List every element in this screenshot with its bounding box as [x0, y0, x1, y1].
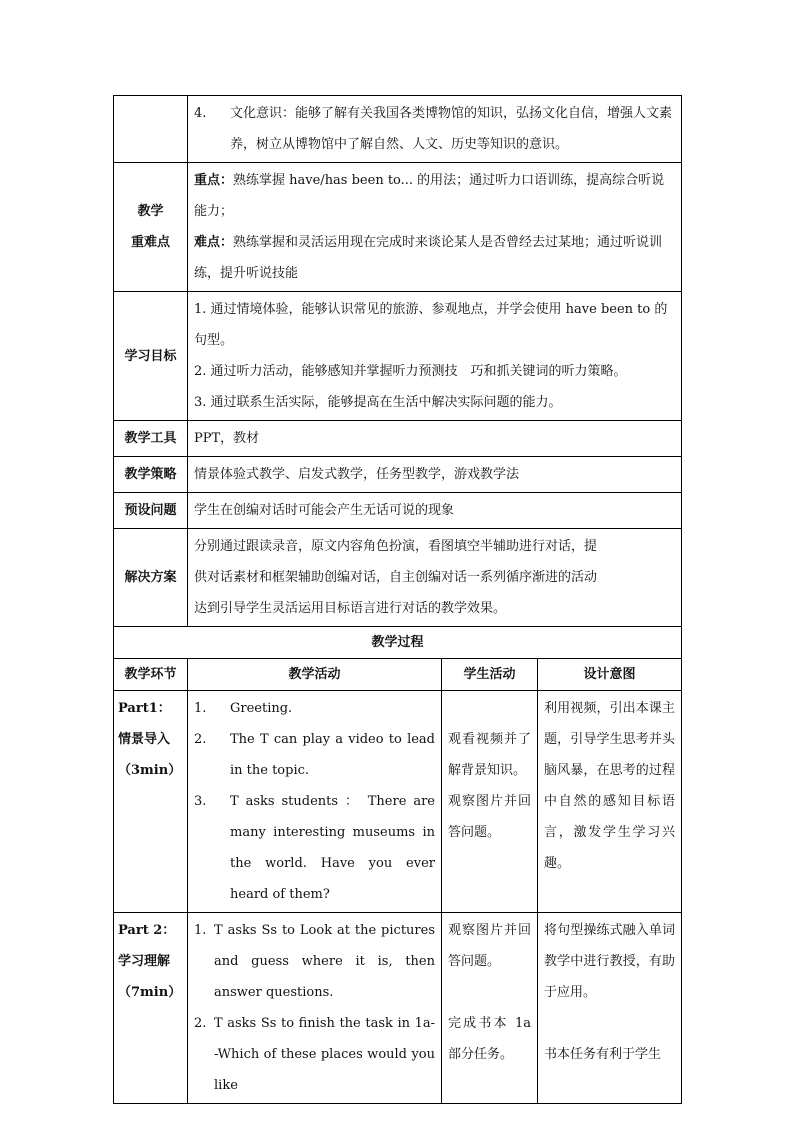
key-point-text: 熟练掌握 have/has been to... 的用法；通过听力口语训练，提高综合听说能力；	[194, 173, 665, 219]
objectives-label: 学习目标	[114, 292, 188, 421]
solution-label: 解决方案	[114, 529, 188, 627]
objective-item: 1. 通过情境体验，能够认识常见的旅游、参观地点，并学会使用 have been to 的句型。	[194, 302, 668, 348]
part1-intent: 利用视频，引出本课主题，引导学生思考并头脑风暴，在思考的过程中自然的感知目标语言，激发学生学习兴趣。	[538, 691, 682, 913]
problem-row	[114, 493, 682, 529]
problem-value: 学生在创编对话时可能会产生无话可说的现象	[188, 493, 682, 529]
part2-row	[114, 913, 682, 1104]
student-activity: 观察图片并回答问题。	[448, 794, 531, 840]
part1-student-cell	[442, 691, 538, 913]
process-title: 教学过程	[114, 627, 682, 659]
strategy-value: 情景体验式教学、启发式教学，任务型教学，游戏教学法	[188, 457, 682, 493]
header-student: 学生活动	[442, 659, 538, 691]
activity-text: T asks students ： There are many interesting museums in the world. Have you ever heard of them?	[230, 794, 435, 902]
key-points-cell	[188, 163, 682, 292]
empty-label-cell	[114, 96, 188, 163]
solution-row	[114, 529, 682, 627]
difficult-point-text: 熟练掌握和灵活运用现在完成时来谈论某人是否曾经去过某地；通过听说训练，提升听说技能	[194, 235, 663, 281]
culture-text: 文化意识：能够了解有关我国各类博物馆的知识，弘扬文化自信，增强人文素养，树立从博物馆中了解自然、人文、历史等知识的意识。	[230, 106, 673, 152]
part1-stage-cell	[114, 691, 188, 913]
part2-intent: 将句型操练式融入单词教学中进行教授，有助于应用。	[544, 923, 676, 1000]
solution-line: 分别通过跟读录音，原文内容角色扮演，看图填空半辅助进行对话，提	[194, 539, 598, 554]
difficult-point-label: 难点：	[194, 235, 234, 250]
culture-cell	[188, 96, 682, 163]
activity-text: The T can play a video to lead in the topic.	[230, 732, 435, 778]
activity-item	[194, 915, 435, 1008]
activity-text: T asks Ss to Look at the pictures and guess where it is, then answer questions.	[214, 923, 435, 1000]
part2-time: （7min）	[118, 985, 182, 1000]
solution-line: 达到引导学生灵活运用目标语言进行对话的教学效果。	[194, 601, 507, 616]
activity-text: T asks Ss to finish the task in 1a--Which of these places would you like	[214, 1016, 435, 1093]
solution-cell	[188, 529, 682, 627]
tools-value: PPT，教材	[188, 421, 682, 457]
part2-stage-cell	[114, 913, 188, 1104]
part2-activities-cell	[188, 913, 442, 1104]
process-title-row	[114, 627, 682, 659]
key-point-label: 重点：	[194, 173, 234, 188]
lesson-plan-table	[113, 95, 682, 1104]
key-point-para	[194, 165, 675, 227]
header-intent: 设计意图	[538, 659, 682, 691]
part1-name: Part1：	[118, 701, 171, 716]
part2-intent-cell	[538, 913, 682, 1104]
header-activity: 教学活动	[188, 659, 442, 691]
culture-number: 4.	[194, 106, 207, 121]
student-activity: 观察图片并回答问题。	[448, 923, 531, 969]
culture-row	[114, 96, 682, 163]
activity-number: 1.	[194, 701, 207, 716]
problem-label: 预设问题	[114, 493, 188, 529]
tools-label: 教学工具	[114, 421, 188, 457]
strategy-row	[114, 457, 682, 493]
part2-name: Part 2：	[118, 923, 176, 938]
key-points-label-line1: 教学	[137, 204, 164, 219]
objectives-cell	[188, 292, 682, 421]
part2-student-cell	[442, 913, 538, 1104]
objective-item: 2. 通过听力活动，能够感知并掌握听力预测技 巧和抓关键词的听力策略。	[194, 364, 627, 379]
part2-stage: 学习理解	[118, 954, 171, 969]
student-activity: 观看视频并了解背景知识。	[448, 732, 531, 778]
key-points-label	[114, 163, 188, 292]
difficult-point-para	[194, 227, 675, 289]
activity-item	[194, 1008, 435, 1101]
objective-item: 3. 通过联系生活实际，能够提高在生活中解决实际问题的能力。	[194, 395, 562, 410]
part1-activities-cell	[188, 691, 442, 913]
activity-number: 3.	[194, 794, 207, 809]
activity-number: 2.	[194, 732, 207, 747]
key-points-row	[114, 163, 682, 292]
part1-stage: 情景导入	[118, 732, 171, 747]
strategy-label: 教学策略	[114, 457, 188, 493]
activity-item	[194, 786, 435, 910]
part1-time: （3min）	[118, 763, 182, 778]
activity-number: 1.	[194, 923, 207, 938]
tools-row	[114, 421, 682, 457]
solution-line: 供对话素材和框架辅助创编对话，自主创编对话一系列循序渐进的活动	[194, 570, 598, 585]
objectives-row	[114, 292, 682, 421]
header-stage: 教学环节	[114, 659, 188, 691]
activity-item	[194, 724, 435, 786]
part2-intent: 书本任务有利于学生	[544, 1047, 662, 1062]
key-points-label-line2: 重难点	[130, 235, 170, 250]
activity-text: Greeting.	[230, 701, 293, 716]
student-activity: 完成书本 1a 部分任务。	[448, 1016, 531, 1062]
part1-row	[114, 691, 682, 913]
process-header-row	[114, 659, 682, 691]
activity-number: 2.	[194, 1016, 207, 1031]
activity-item	[194, 693, 435, 724]
